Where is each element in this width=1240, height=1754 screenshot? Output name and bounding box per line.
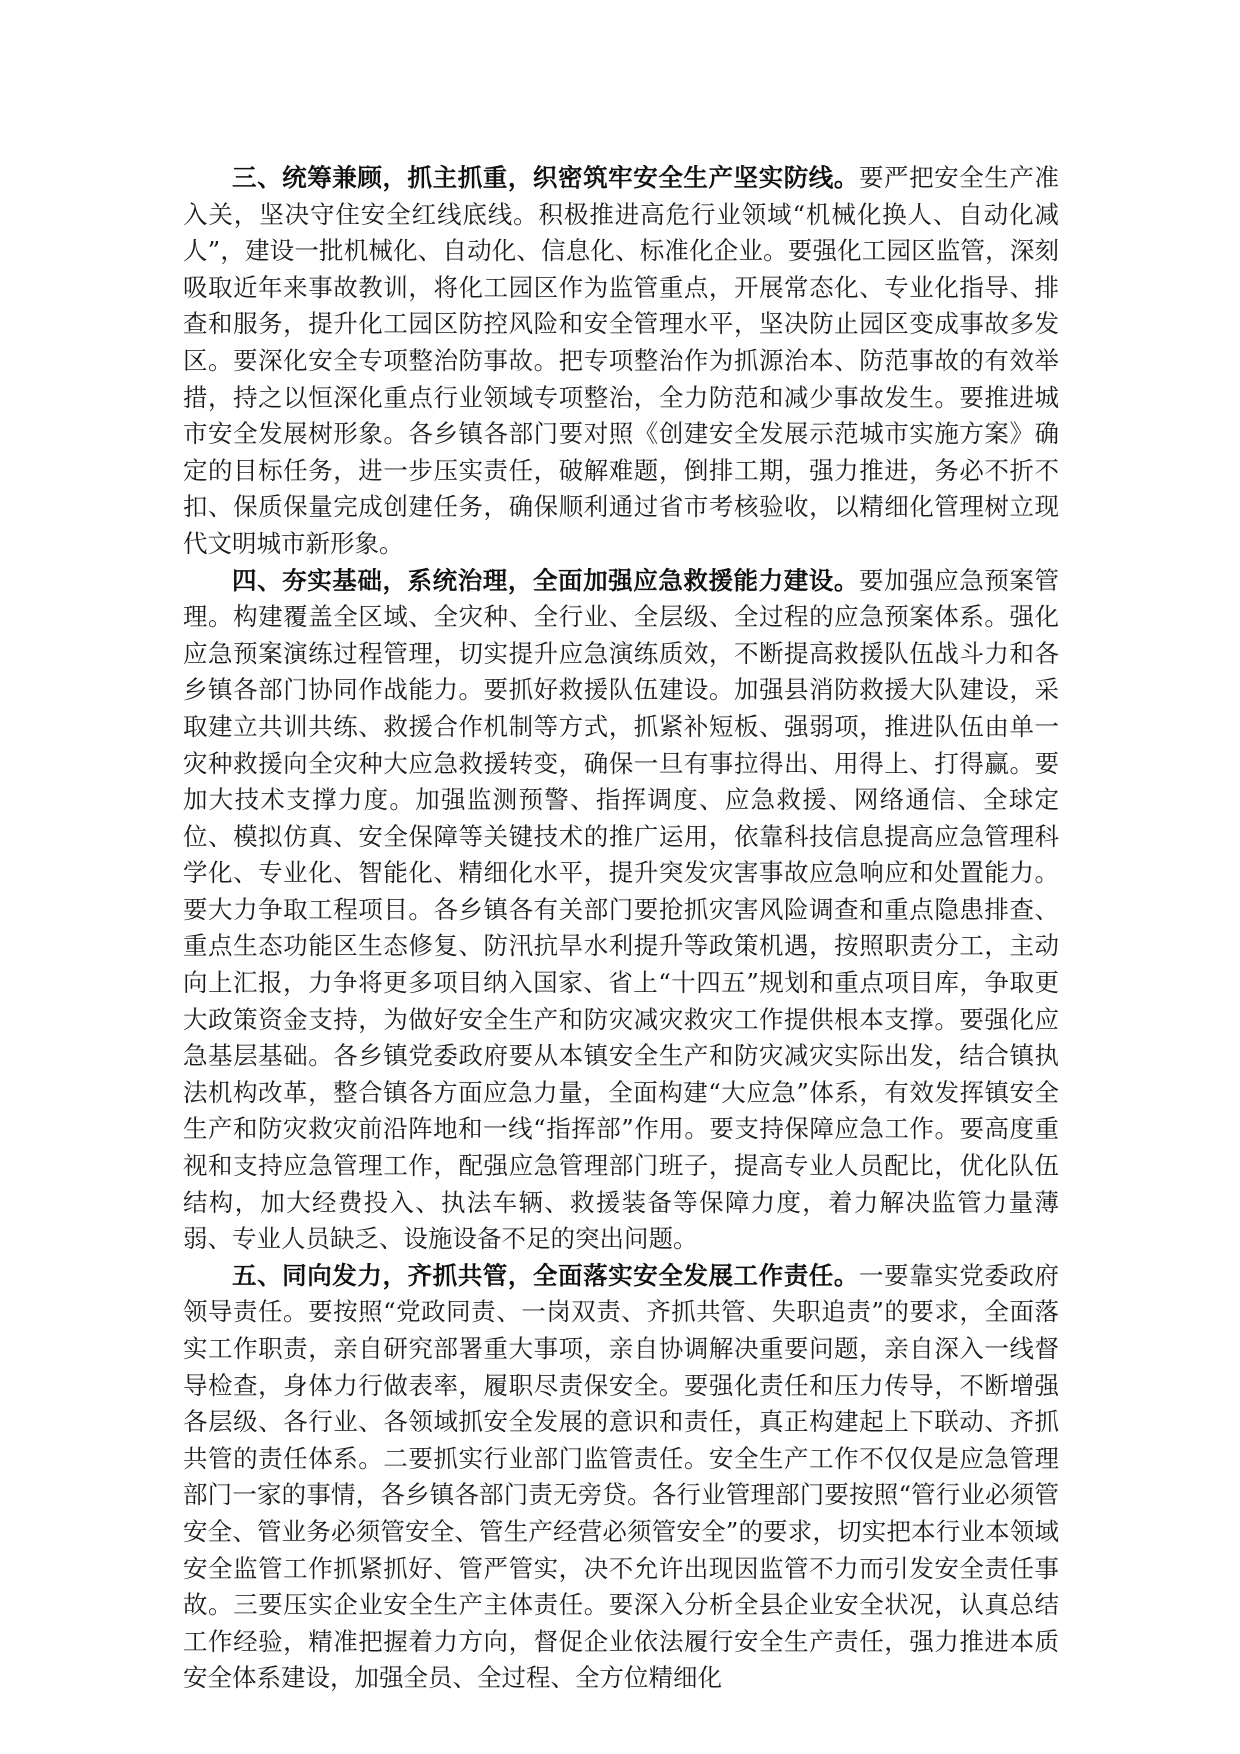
section-body-5: 一要靠实党委政府领导责任。要按照“党政同责、一岗双责、齐抓共管、失职追责”的要求，全面落实工作职责，亲自研究部署重大事项，亲自协调解决重要问题，亲自深入一线督导检查，身体力行做表率，履职尽责保安全。要强化责任和压力传导，不断增强各层级、各行业、各领域抓安全发展的意识和责任，真正构建起上下联动、齐抓共管的责任体系。二要抓实行业部门监管责任。安全生产工作不仅仅是应急管理部门一家的事情，各乡镇各部门责无旁贷。各行业管理部门要按照“管行业必须管安全、管业务必须管安全、管生产经营必须管安全”的要求，切实把本行业本领域安全监管工作抓紧抓好、管严管实，决不允许出现因监管不力而引发安全责任事故。三要压实企业安全生产主体责任。要深入分析全县企业安全状况，认真总结工作经验，精准把握着力方向，督促企业依法履行安全生产责任，强力推进本质安全体系建设，加强全员、全过程、全方位精细化 [183,1260,1059,1693]
section-body-3: 要严把安全生产准入关，坚决守住安全红线底线。积极推进高危行业领域“机械化换人、自动化减人”，建设一批机械化、自动化、信息化、标准化企业。要强化工园区监管，深刻吸取近年来事故教训，将化工园区作为监管重点，开展常态化、专业化指导、排查和服务，提升化工园区防控风险和安全管理水平，坚决防止园区变成事故多发区。要深化安全专项整治防事故。把专项整治作为抓源治本、防范事故的有效举措，持之以恒深化重点行业领域专项整治，全力防范和减少事故发生。要推进城市安全发展树形象。各乡镇各部门要对照《创建安全发展示范城市实施方案》确定的目标任务，进一步压实责任，破解难题，倒排工期，强力推进，务必不折不扣、保质保量完成创建任务，确保顺利通过省市考核验收，以精细化管理树立现代文明城市新形象。 [183,163,1059,558]
paragraph-section-4 [183,563,1059,1258]
section-body-4: 要加强应急预案管理。构建覆盖全区域、全灾种、全行业、全层级、全过程的应急预案体系。强化应急预案演练过程管理，切实提升应急演练质效，不断提高救援队伍战斗力和各乡镇各部门协同作战能力。要抓好救援队伍建设。加强县消防救援大队建设，采取建立共训共练、救援合作机制等方式，抓紧补短板、强弱项，推进队伍由单一灾种救援向全灾种大应急救援转变，确保一旦有事拉得出、用得上、打得赢。要加大技术支撑力度。加强监测预警、指挥调度、应急救援、网络通信、全球定位、模拟仿真、安全保障等关键技术的推广运用，依靠科技信息提高应急管理科学化、专业化、智能化、精细化水平，提升突发灾害事故应急响应和处置能力。要大力争取工程项目。各乡镇各有关部门要抢抓灾害风险调查和重点隐患排查、重点生态功能区生态修复、防汛抗旱水利提升等政策机遇，按照职责分工，主动向上汇报，力争将更多项目纳入国家、省上“十四五”规划和重点项目库，争取更大政策资金支持，为做好安全生产和防灾减灾救灾工作提供根本支撑。要强化应急基层基础。各乡镇党委政府要从本镇安全生产和防灾减灾实际出发，结合镇执法机构改革，整合镇各方面应急力量，全面构建“大应急”体系，有效发挥镇安全生产和防灾救灾前沿阵地和一线“指挥部”作用。要支持保障应急工作。要高度重视和支持应急管理工作，配强应急管理部门班子，提高专业人员配比，优化队伍结构，加大经费投入、执法车辆、救援装备等保障力度，着力解决监管力量薄弱、专业人员缺乏、设施设备不足的突出问题。 [183,565,1059,1254]
paragraph-section-3 [183,160,1059,563]
paragraph-section-5 [183,1258,1059,1697]
document-page [183,160,1059,1697]
section-heading-4: 四、夯实基础，系统治理，全面加强应急救援能力建设。 [232,565,859,595]
section-heading-5: 五、同向发力，齐抓共管，全面落实安全发展工作责任。 [232,1260,859,1290]
section-heading-3: 三、统筹兼顾，抓主抓重，织密筑牢安全生产坚实防线。 [232,163,859,192]
